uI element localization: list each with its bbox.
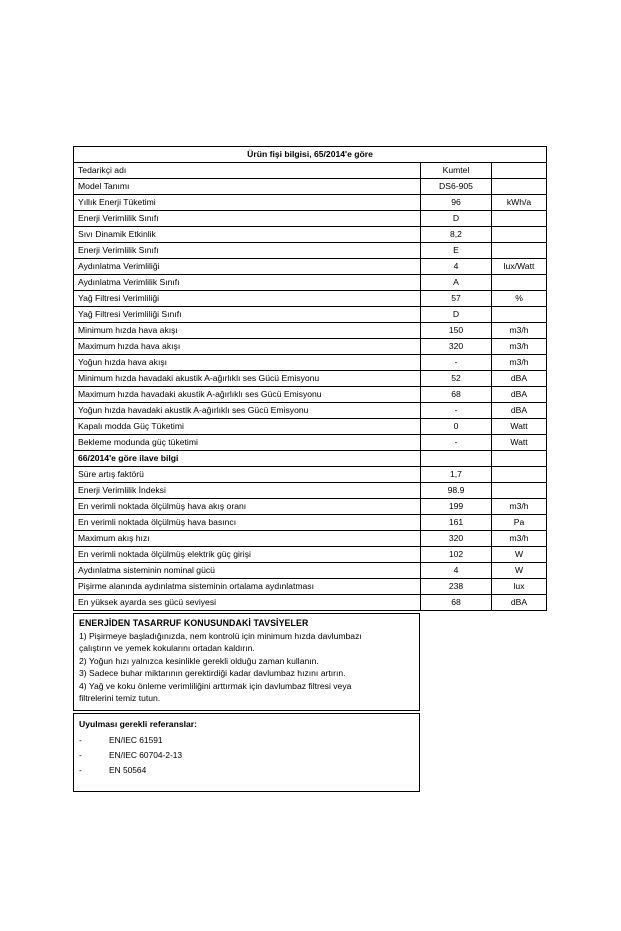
fiche-row xyxy=(74,355,547,371)
references-title: Uyulması gerekli referanslar: xyxy=(79,719,197,730)
fiche-header-row xyxy=(74,147,547,163)
fiche-row-value: 238 xyxy=(421,579,492,595)
fiche-row xyxy=(74,371,547,387)
fiche-row xyxy=(74,483,547,499)
fiche-row-label: Kapalı modda Güç Tüketimi xyxy=(74,419,421,435)
reference-standard: EN/IEC 60704-2-13 xyxy=(109,750,183,761)
advice-row xyxy=(74,614,420,711)
fiche-row-unit: Watt xyxy=(492,435,547,451)
product-fiche-table xyxy=(73,146,547,611)
fiche-row-label: Minimum hızda hava akışı xyxy=(74,323,421,339)
fiche-row xyxy=(74,323,547,339)
fiche-row-label: Pişirme alanında aydınlatma sisteminin ortalama aydınlatması xyxy=(74,579,421,595)
fiche-row xyxy=(74,291,547,307)
advice-line: filtrelerini temiz tutun. xyxy=(79,693,161,704)
fiche-row xyxy=(74,499,547,515)
fiche-row-value: 52 xyxy=(421,371,492,387)
advice-line: 3) Sadece buhar miktarının gerektirdiği kadar davlumbaz hızını artırın. xyxy=(79,668,346,679)
fiche-row-unit xyxy=(492,227,547,243)
fiche-row-label: Aydınlatma sisteminin nominal gücü xyxy=(74,563,421,579)
fiche-row xyxy=(74,259,547,275)
advice-body xyxy=(74,614,419,710)
fiche-row-label: Maximum hızda hava akışı xyxy=(74,339,421,355)
fiche-row-label: Sıvı Dinamik Etkinlik xyxy=(74,227,421,243)
fiche-row-value: A xyxy=(421,275,492,291)
fiche-row-unit: W xyxy=(492,563,547,579)
reference-bullet: - xyxy=(79,735,82,746)
fiche-row-unit: dBA xyxy=(492,403,547,419)
fiche-section-row xyxy=(74,451,547,467)
fiche-row xyxy=(74,243,547,259)
reference-item xyxy=(79,763,414,778)
fiche-row-label: Bekleme modunda güç tüketimi xyxy=(74,435,421,451)
fiche-row-label: En verimli noktada ölçülmüş elektrik güç girişi xyxy=(74,547,421,563)
references-row xyxy=(74,714,420,792)
fiche-row xyxy=(74,339,547,355)
fiche-row-label: Maximum akış hızı xyxy=(74,531,421,547)
fiche-section-label: 66/2014'e göre ilave bilgi xyxy=(74,451,421,467)
fiche-row-value: 4 xyxy=(421,259,492,275)
fiche-row-unit: Watt xyxy=(492,419,547,435)
fiche-row-label: Enerji Verimlilik Sınıfı xyxy=(74,211,421,227)
fiche-row-value: 320 xyxy=(421,531,492,547)
fiche-row-label: Yoğun hızda hava akışı xyxy=(74,355,421,371)
fiche-row xyxy=(74,435,547,451)
fiche-row-value: - xyxy=(421,355,492,371)
fiche-row-unit: % xyxy=(492,291,547,307)
references-body xyxy=(74,714,419,791)
reference-bullet: - xyxy=(79,764,82,775)
fiche-row-label: Model Tanımı xyxy=(74,179,421,195)
fiche-row xyxy=(74,531,547,547)
fiche-row-unit: kWh/a xyxy=(492,195,547,211)
fiche-row-unit: dBA xyxy=(492,387,547,403)
reference-standard: EN/IEC 61591 xyxy=(109,735,163,746)
fiche-row-unit: m3/h xyxy=(492,323,547,339)
fiche-row-value xyxy=(421,451,492,467)
fiche-row xyxy=(74,227,547,243)
fiche-row xyxy=(74,211,547,227)
fiche-row-unit: lux xyxy=(492,579,547,595)
fiche-row-unit: lux/Watt xyxy=(492,259,547,275)
fiche-row xyxy=(74,547,547,563)
fiche-row-unit: dBA xyxy=(492,371,547,387)
fiche-row-value: D xyxy=(421,211,492,227)
fiche-row xyxy=(74,387,547,403)
fiche-row-value: 199 xyxy=(421,499,492,515)
fiche-row-unit xyxy=(492,275,547,291)
fiche-row-unit xyxy=(492,211,547,227)
fiche-row-unit xyxy=(492,243,547,259)
fiche-row xyxy=(74,307,547,323)
fiche-row-value: 0 xyxy=(421,419,492,435)
reference-standard: EN 50564 xyxy=(109,764,147,775)
fiche-title: Ürün fişi bilgisi, 65/2014'e göre xyxy=(74,147,547,163)
fiche-row xyxy=(74,275,547,291)
fiche-table-body xyxy=(74,147,547,611)
fiche-row-value: 320 xyxy=(421,339,492,355)
fiche-row-unit xyxy=(492,451,547,467)
fiche-row-unit: m3/h xyxy=(492,339,547,355)
fiche-row-unit xyxy=(492,483,547,499)
fiche-row-unit xyxy=(492,163,547,179)
fiche-row-unit: Pa xyxy=(492,515,547,531)
fiche-row xyxy=(74,515,547,531)
fiche-row xyxy=(74,195,547,211)
fiche-row-label: Aydınlatma Verimlilik Sınıfı xyxy=(74,275,421,291)
fiche-row-label: Yoğun hızda havadaki akustik A-ağırlıklı ses Gücü Emisyonu xyxy=(74,403,421,419)
fiche-row-value: 68 xyxy=(421,387,492,403)
fiche-row-value: 1,7 xyxy=(421,467,492,483)
fiche-row-value: 8,2 xyxy=(421,227,492,243)
fiche-row-label: Tedarikçi adı xyxy=(74,163,421,179)
advice-line: çalıştırın ve yemek kokularını ortadan kaldırın. xyxy=(79,643,255,654)
fiche-row-label: Maximum hızda havadaki akustik A-ağırlıklı ses Gücü Emisyonu xyxy=(74,387,421,403)
reference-bullet: - xyxy=(79,750,82,761)
fiche-row xyxy=(74,467,547,483)
fiche-row-label: Yağ Filtresi Verimliliği Sınıfı xyxy=(74,307,421,323)
fiche-row-label: En verimli noktada ölçülmüş hava basıncı xyxy=(74,515,421,531)
fiche-row-value: - xyxy=(421,403,492,419)
fiche-row-unit: W xyxy=(492,547,547,563)
fiche-row-unit: m3/h xyxy=(492,499,547,515)
fiche-row-value: Kumtel xyxy=(421,163,492,179)
fiche-row-value: D xyxy=(421,307,492,323)
fiche-row-value: 57 xyxy=(421,291,492,307)
fiche-row-label: Süre artış faktörü xyxy=(74,467,421,483)
fiche-row-unit xyxy=(492,307,547,323)
advice-title: ENERJİDEN TASARRUF KONUSUNDAKİ TAVSİYELER xyxy=(79,618,309,628)
fiche-row-label: Aydınlatma Verimliliği xyxy=(74,259,421,275)
energy-advice-block xyxy=(73,613,420,711)
advice-line: 4) Yağ ve koku önleme verimliliğini arttırmak için davlumbaz filtresi veya xyxy=(79,680,352,691)
fiche-row xyxy=(74,579,547,595)
fiche-row-unit xyxy=(492,467,547,483)
fiche-row-label: En verimli noktada ölçülmüş hava akış oranı xyxy=(74,499,421,515)
fiche-row-value: - xyxy=(421,435,492,451)
fiche-row-value: 98.9 xyxy=(421,483,492,499)
references-block xyxy=(73,713,420,792)
fiche-row-value: 102 xyxy=(421,547,492,563)
fiche-row-value: 96 xyxy=(421,195,492,211)
fiche-row xyxy=(74,563,547,579)
fiche-row-label: Enerji Verimlilik Sınıfı xyxy=(74,243,421,259)
fiche-row xyxy=(74,163,547,179)
advice-line: 1) Pişirmeye başladığınızda, nem kontrolü için minimum hızda davlumbazı xyxy=(79,630,362,641)
fiche-row-value: 68 xyxy=(421,595,492,611)
references-list xyxy=(79,733,414,777)
fiche-row-value: 4 xyxy=(421,563,492,579)
fiche-row-label: Yağ Filtresi Verimliliği xyxy=(74,291,421,307)
reference-item xyxy=(79,733,414,748)
fiche-row-unit: m3/h xyxy=(492,531,547,547)
product-fiche-sheet xyxy=(73,146,546,792)
advice-lines xyxy=(79,630,414,705)
fiche-row xyxy=(74,419,547,435)
fiche-row-label: Enerji Verimlilik İndeksi xyxy=(74,483,421,499)
fiche-row xyxy=(74,595,547,611)
fiche-row xyxy=(74,403,547,419)
fiche-row-label: Yıllık Enerji Tüketimi xyxy=(74,195,421,211)
fiche-row xyxy=(74,179,547,195)
fiche-row-value: DS6-905 xyxy=(421,179,492,195)
fiche-row-value: 150 xyxy=(421,323,492,339)
fiche-row-value: E xyxy=(421,243,492,259)
reference-item xyxy=(79,748,414,763)
fiche-row-value: 161 xyxy=(421,515,492,531)
advice-line: 2) Yoğun hızı yalnızca kesinlikle gerekli olduğu zaman kullanın. xyxy=(79,655,319,666)
fiche-row-unit: dBA xyxy=(492,595,547,611)
fiche-row-label: En yüksek ayarda ses gücü seviyesi xyxy=(74,595,421,611)
fiche-row-label: Minimum hızda havadaki akustik A-ağırlıklı ses Gücü Emisyonu xyxy=(74,371,421,387)
fiche-row-unit: m3/h xyxy=(492,355,547,371)
fiche-row-unit xyxy=(492,179,547,195)
